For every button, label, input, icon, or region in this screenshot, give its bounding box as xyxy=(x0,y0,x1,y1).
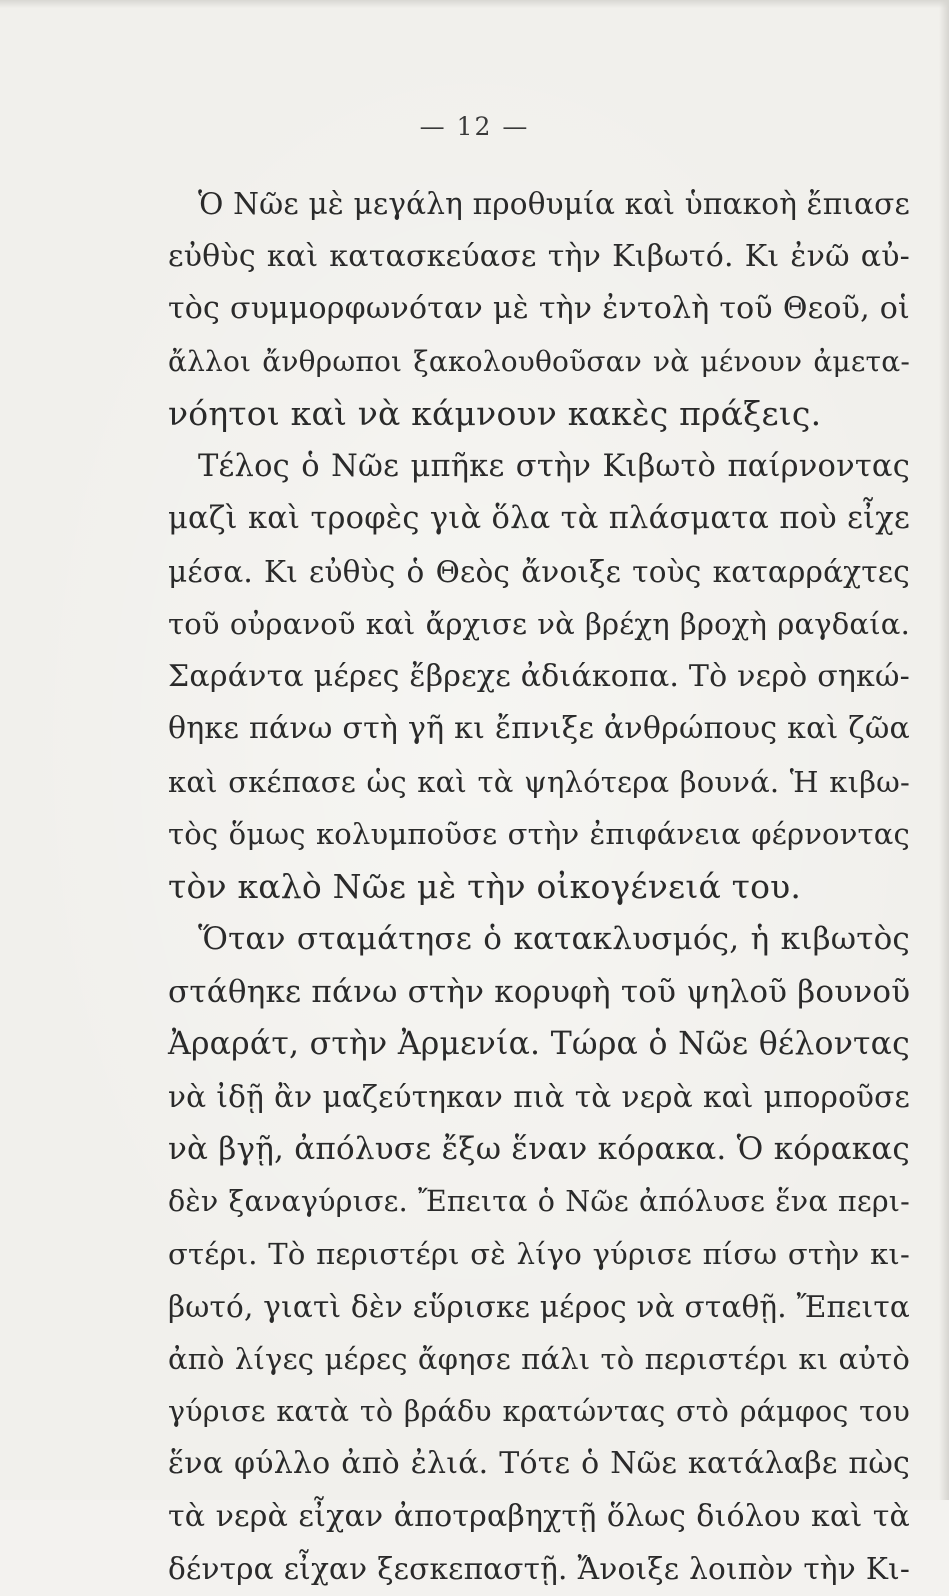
text-line: τὸς συμμορφωνόταν μὲ τὴν ἐντολὴ τοῦ Θεοῦ, οἱ xyxy=(168,291,910,326)
text-line: μέσα. Κι εὐθὺς ὁ Θεὸς ἄνοιξε τοὺς καταρράχτες xyxy=(168,554,910,589)
text-line: τοῦ οὐρανοῦ καὶ ἄρχισε νὰ βρέχη βροχὴ ραγδαία. xyxy=(168,607,910,641)
text-line: δέντρα εἶχαν ξεσκεπαστῇ. Ἄνοιξε λοιπὸν τὴν Κι- xyxy=(168,1552,910,1586)
text-line: Ὅταν σταμάτησε ὁ κατακλυσμός, ἡ κιβωτὸς xyxy=(198,921,910,957)
text-line: ἀπὸ λίγες μέρες ἄφησε πάλι τὸ περιστέρι κι αὐτὸ xyxy=(168,1342,910,1376)
text-line: τὸς ὅμως κολυμποῦσε στὴν ἐπιφάνεια φέρνοντας xyxy=(168,817,910,851)
text-line: νὰ βγῇ, ἀπόλυσε ἔξω ἕναν κόρακα. Ὁ κόρακας xyxy=(168,1131,910,1167)
text-line: νὰ ἰδῇ ἂν μαζεύτηκαν πιὰ τὰ νερὰ καὶ μποροῦσε xyxy=(168,1079,910,1114)
text-line: δὲν ξαναγύρισε. Ἔπειτα ὁ Νῶε ἀπόλυσε ἕνα περι- xyxy=(168,1184,910,1218)
text-line: στέρι. Τὸ περιστέρι σὲ λίγο γύρισε πίσω στὴν κι- xyxy=(168,1237,910,1271)
text-line: ἄλλοι ἄνθρωποι ξακολουθοῦσαν νὰ μένουν ἀμετα- xyxy=(168,344,910,378)
text-line: στάθηκε πάνω στὴν κορυφὴ τοῦ ψηλοῦ βουνοῦ xyxy=(168,973,911,1010)
text-line: ἕνα φύλλο ἀπὸ ἐλιά. Τότε ὁ Νῶε κατάλαβε πὼς xyxy=(168,1446,910,1481)
body-text xyxy=(168,178,910,1596)
text-line: Ὁ Νῶε μὲ μεγάλη προθυμία καὶ ὑπακοὴ ἔπιασε xyxy=(198,187,910,221)
text-line: εὐθὺς καὶ κατασκεύασε τὴν Κιβωτό. Κι ἐνῶ αὐ- xyxy=(168,238,910,274)
text-line: Σαράντα μέρες ἔβρεχε ἀδιάκοπα. Τὸ νερὸ σηκώ- xyxy=(168,658,910,694)
text-line: βωτό, γιατὶ δὲν εὕρισκε μέρος νὰ σταθῇ. Ἔπειτα xyxy=(168,1289,910,1324)
text-line: καὶ σκέπασε ὡς καὶ τὰ ψηλότερα βουνά. Ἡ κιβω- xyxy=(168,764,910,799)
text-line: Ἀραράτ, στὴν Ἀρμενία. Τώρα ὁ Νῶε θέλοντας xyxy=(168,1026,910,1062)
text-line: γύρισε κατὰ τὸ βράδυ κρατώντας στὸ ράμφος του xyxy=(168,1394,910,1428)
page-top-edge xyxy=(0,0,949,8)
page-right-edge xyxy=(939,0,949,1500)
text-line: τὸν καλὸ Νῶε μὲ τὴν οἰκογένειά του. xyxy=(168,866,802,906)
text-line: Τέλος ὁ Νῶε μπῆκε στὴν Κιβωτὸ παίρνοντας xyxy=(198,448,910,484)
text-line: μαζὶ καὶ τροφὲς γιὰ ὅλα τὰ πλάσματα ποὺ εἶχε xyxy=(168,501,910,536)
text-line: θηκε πάνω στὴ γῆ κι ἔπνιξε ἀνθρώπους καὶ ζῶα xyxy=(168,711,910,746)
text-line: νόητοι καὶ νὰ κάμνουν κακὲς πράξεις. xyxy=(168,394,822,433)
text-line: τὰ νερὰ εἶχαν ἀποτραβηχτῇ ὅλως διόλου καὶ τὰ xyxy=(168,1498,910,1534)
page-number: — 12 — xyxy=(419,112,530,141)
